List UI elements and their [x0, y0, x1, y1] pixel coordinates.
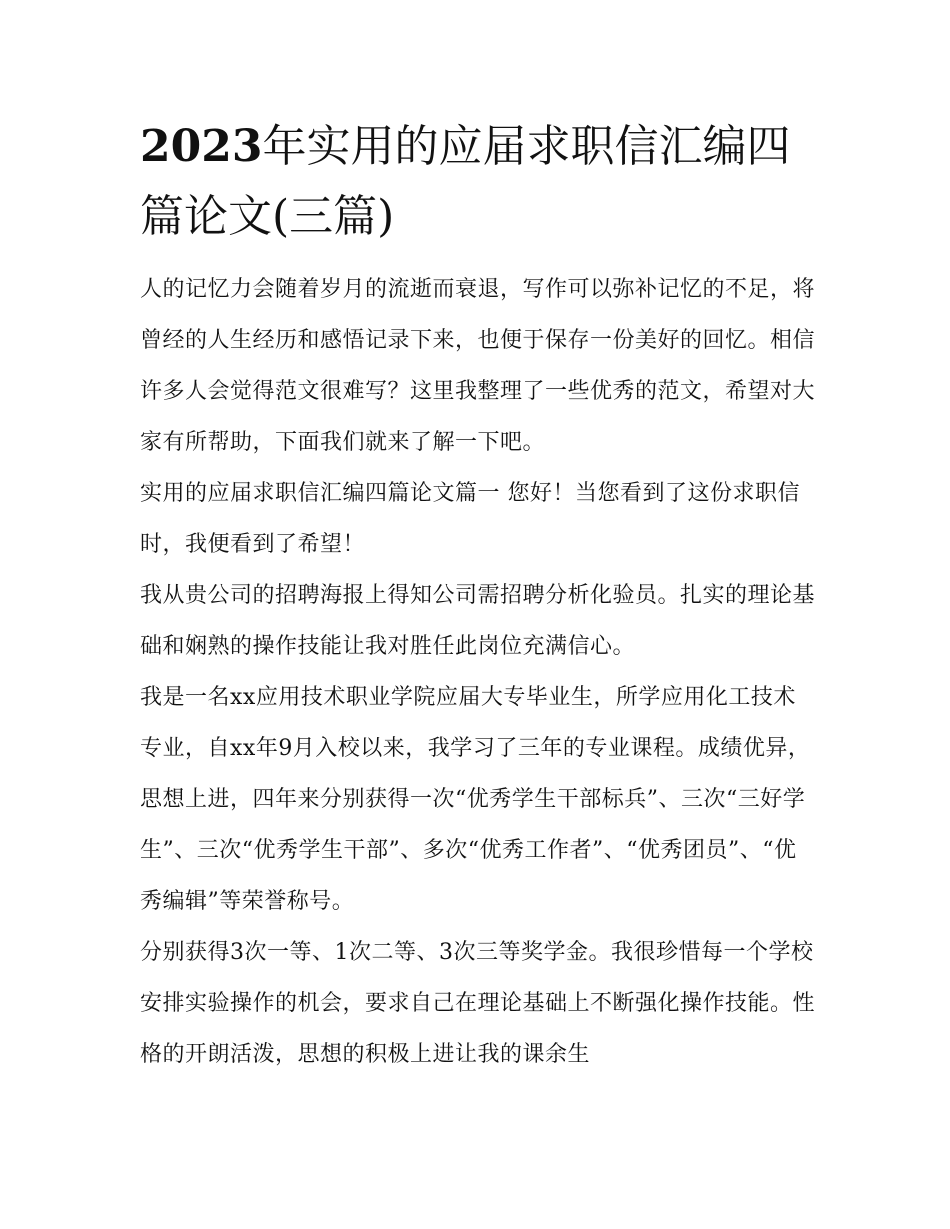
document-body [140, 112, 815, 1080]
title-text: 年实用的应届求职信汇编四篇论文(三篇) [140, 121, 791, 242]
title-year: 2023 [140, 121, 263, 172]
paragraph-education: 我是一名xx应用技术职业学院应届大专毕业生，所学应用化工技术专业，自xx年9月入校以来，我学习了三年的专业课程。成绩优异，思想上进，四年来分别获得一次“优秀学生干部标兵”、三次“三好学生”、三次“优秀学生干部”、多次“优秀工作者”、“优秀团员”、“优秀编辑”等荣誉称号。 [140, 685, 811, 914]
paragraph-awards: 分别获得3次一等、1次二等、3次三等奖学金。我很珍惜每一个学校安排实验操作的机会，要求自己在理论基础上不断强化操作技能。性格的开朗活泼，思想的积极上进让我的课余生 [140, 940, 816, 1067]
document-title [140, 112, 815, 252]
paragraph-position: 我从贵公司的招聘海报上得知公司需招聘分析化验员。扎实的理论基础和娴熟的操作技能让我对胜任此岗位充满信心。 [140, 583, 816, 659]
paragraph-intro: 人的记忆力会随着岁月的流逝而衰退，写作可以弥补记忆的不足，将曾经的人生经历和感悟记录下来，也便于保存一份美好的回忆。相信许多人会觉得范文很难写？这里我整理了一些优秀的范文，希望对大家有所帮助，下面我们就来了解一下吧。 [140, 277, 816, 455]
paragraph-greeting: 实用的应届求职信汇编四篇论文篇一 您好！当您看到了这份求职信时，我便看到了希望！ [140, 481, 800, 557]
